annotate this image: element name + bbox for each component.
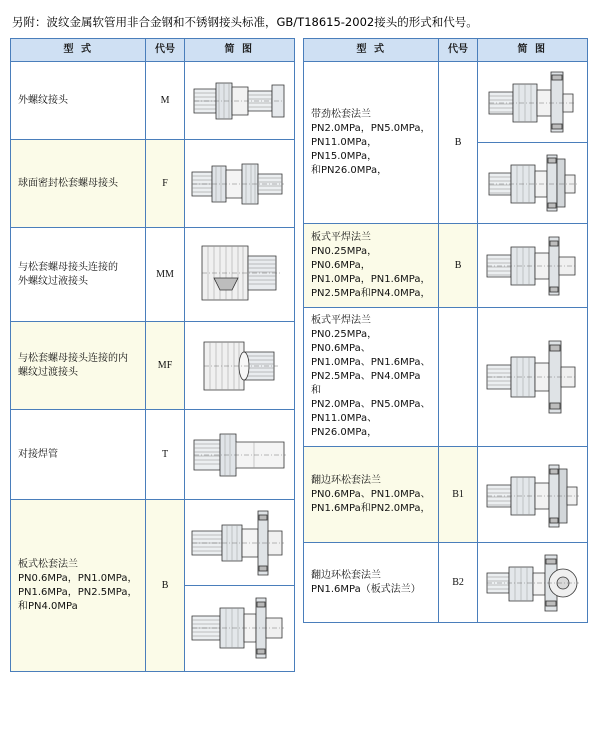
row-code-cell: MF	[146, 322, 184, 410]
type-line: PN1.6MPa（板式法兰）	[311, 583, 421, 595]
table-row	[304, 224, 588, 308]
row-code-cell: MM	[146, 228, 184, 322]
row-figure-cell	[477, 224, 587, 308]
type-line: 和PN26.0MPa，	[311, 164, 388, 176]
type-line: 外螺纹接头	[18, 94, 68, 106]
row-code-cell: T	[146, 410, 184, 500]
internal-thread-transition-figure	[186, 328, 292, 404]
type-line: PN0.6MPa、PN1.0MPa、	[311, 488, 431, 500]
type-line: 球面密封松套螺母接头	[18, 177, 118, 189]
type-line: 与松套螺母接头连接的内	[18, 352, 128, 364]
type-line: 带劲松套法兰	[311, 108, 371, 120]
table-row	[11, 62, 295, 140]
type-line: PN11.0MPa、PN26.0MPa，	[311, 413, 378, 438]
header-code: 代号	[439, 39, 477, 62]
table-row	[304, 543, 588, 623]
row-figure-cell	[184, 410, 294, 500]
row-code-cell: B2	[439, 543, 477, 623]
row-figure-cell	[477, 62, 587, 143]
spherical-seal-union-nut-figure	[186, 146, 292, 222]
row-code-cell: B	[439, 224, 477, 308]
header-figure: 简 图	[477, 39, 587, 62]
type-line: PN0.25MPa，PN0.6MPa，	[311, 245, 378, 271]
header-code: 代号	[146, 39, 184, 62]
row-figure-cell	[184, 322, 294, 410]
type-line: PN1.6MPa，PN2.5MPa，	[18, 586, 138, 598]
table-row	[11, 228, 295, 322]
table-row	[304, 308, 588, 447]
plate-flat-welding-flange-figure-2	[479, 325, 585, 429]
stiffened-loose-flange-figure-1	[479, 64, 585, 140]
plate-loose-flange-figure-2	[186, 586, 292, 670]
threaded-male-connector-figure	[186, 67, 292, 135]
row-type-cell	[11, 322, 146, 410]
row-type-cell	[304, 543, 439, 623]
type-line: PN2.0MPa、PN5.0MPa、	[311, 399, 431, 410]
table-header-row	[304, 39, 588, 62]
row-type-cell	[11, 410, 146, 500]
header-type: 型 式	[11, 39, 146, 62]
type-line: PN2.0MPa，PN5.0MPa，	[311, 122, 431, 134]
type-line: 和PN4.0MPa	[18, 600, 78, 612]
type-line: PN0.25MPa，PN0.6MPa、	[311, 329, 378, 354]
type-line: PN0.6MPa，PN1.0MPa，	[18, 572, 138, 584]
type-line: PN1.6MPa和PN2.0MPa，	[311, 502, 431, 514]
type-line: PN2.5MPa、PN4.0MPa 和	[311, 371, 421, 396]
header-type: 型 式	[304, 39, 439, 62]
row-figure-cell	[184, 140, 294, 228]
lap-joint-ring-loose-flange-plate-figure	[479, 547, 585, 619]
row-type-cell	[11, 140, 146, 228]
table-row	[11, 322, 295, 410]
type-line: 外螺纹过液接头	[18, 275, 88, 287]
type-line: PN11.0MPa，PN15.0MPa，	[311, 136, 378, 162]
row-code-cell	[439, 308, 477, 447]
table-row	[11, 410, 295, 500]
row-type-cell	[304, 308, 439, 447]
table-header-row	[11, 39, 295, 62]
row-type-cell	[11, 228, 146, 322]
row-type-cell	[11, 62, 146, 140]
type-line: 板式平焊法兰	[311, 315, 371, 326]
table-row	[11, 140, 295, 228]
type-line: 翻边环松套法兰	[311, 474, 381, 486]
header-figure: 简 图	[184, 39, 294, 62]
table-row	[304, 62, 588, 143]
row-code-cell: B	[146, 500, 184, 672]
plate-flat-welding-flange-figure-1	[479, 227, 585, 305]
row-figure-cell	[184, 62, 294, 140]
row-code-cell: F	[146, 140, 184, 228]
butt-weld-pipe-figure	[186, 416, 292, 494]
type-line: PN1.0MPa，PN1.6MPa，	[311, 273, 431, 285]
row-figure-cell	[477, 143, 587, 224]
row-code-cell: B	[439, 62, 477, 224]
type-line: 与松套螺母接头连接的	[18, 261, 118, 273]
external-thread-transition-figure	[186, 234, 292, 316]
stiffened-loose-flange-figure-2	[479, 145, 585, 221]
row-code-cell: M	[146, 62, 184, 140]
row-figure-cell	[184, 228, 294, 322]
row-code-cell: B1	[439, 447, 477, 543]
row-figure-cell	[477, 308, 587, 447]
row-type-cell	[304, 62, 439, 224]
type-line: 对接焊管	[18, 448, 58, 460]
type-line: 板式松套法兰	[18, 558, 78, 570]
row-type-cell	[11, 500, 146, 672]
row-figure-cell	[184, 500, 294, 672]
type-line: PN1.0MPa、PN1.6MPa、	[311, 357, 431, 368]
plate-loose-flange-figure-1	[186, 501, 292, 585]
right-spec-table	[303, 38, 588, 623]
table-row	[11, 500, 295, 672]
row-type-cell	[304, 224, 439, 308]
type-line: 板式平焊法兰	[311, 231, 371, 243]
page-title: 另附：波纹金属软管用非合金钢和不锈钢接头标准，GB/T18615-2002接头的形式和代号。	[12, 15, 478, 29]
row-figure-cell	[477, 447, 587, 543]
type-line: PN2.5MPa和PN4.0MPa，	[311, 287, 431, 299]
left-spec-table	[10, 38, 295, 672]
tables-container	[10, 38, 590, 672]
type-line: 螺纹过渡接头	[18, 366, 78, 378]
row-figure-cell	[477, 543, 587, 623]
type-line: 翻边环松套法兰	[311, 569, 381, 581]
lap-joint-ring-loose-flange-figure	[479, 451, 585, 539]
table-row	[304, 447, 588, 543]
row-type-cell	[304, 447, 439, 543]
